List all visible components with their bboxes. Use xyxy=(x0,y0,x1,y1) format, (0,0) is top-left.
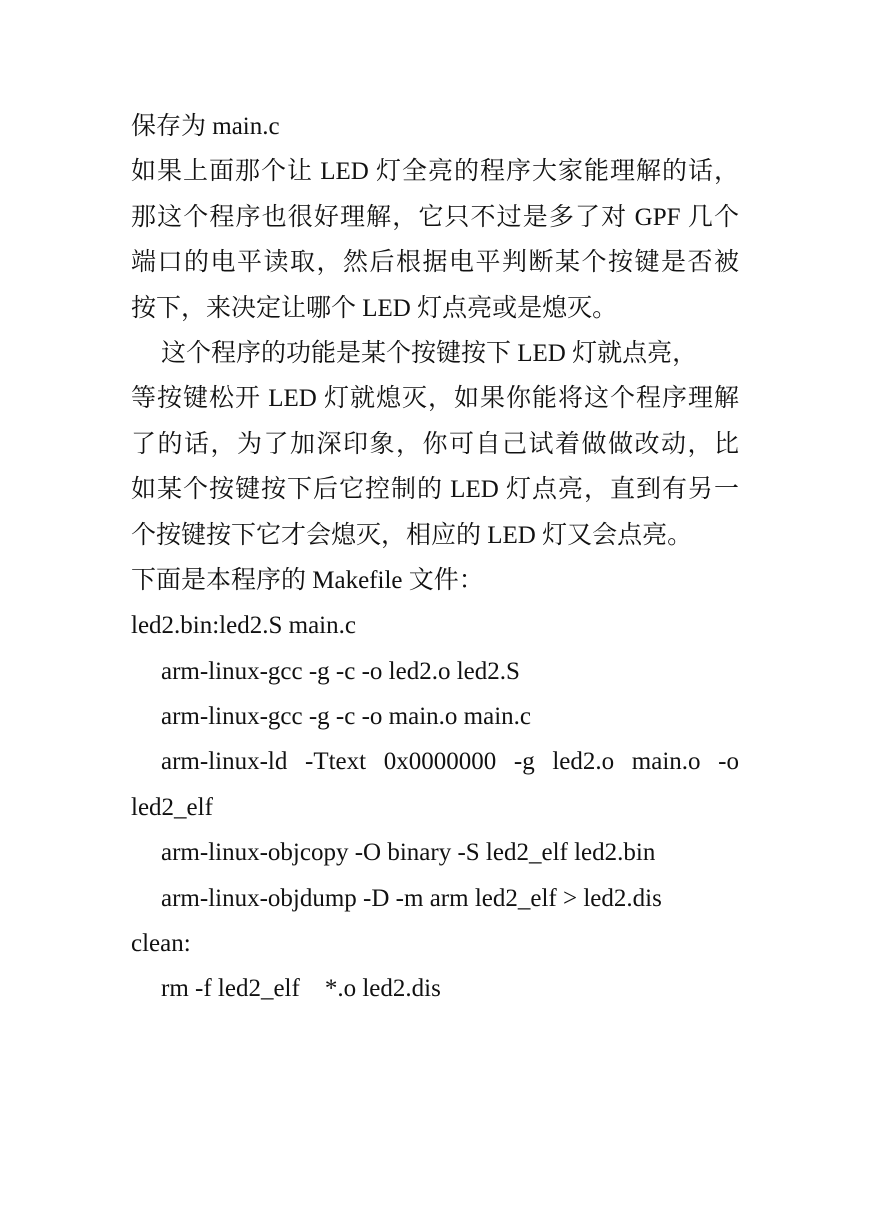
text-line: 这个程序的功能是某个按键按下 LED 灯就点亮， xyxy=(161,339,698,367)
code-line: arm-linux-objcopy -O binary -S led2_elf led2.bin xyxy=(161,839,656,867)
code-line: led2.bin:led2.S main.c xyxy=(131,612,356,640)
text-line: 等按键松开 LED 灯就熄灭，如果你能将这个程序理解 xyxy=(131,385,739,413)
text-line: 保存为 main.c xyxy=(131,113,280,140)
document-body xyxy=(131,104,739,1012)
code-line: arm-linux-gcc -g -c -o led2.o led2.S xyxy=(161,657,520,685)
code-line: arm-linux-objdump -D -m arm led2_elf > led2.dis xyxy=(161,884,662,912)
text-line: 按下，来决定让哪个 LED 灯点亮或是熄灭。 xyxy=(131,294,618,322)
text-line: 个按键按下它才会熄灭，相应的 LED 灯又会点亮。 xyxy=(131,521,693,549)
code-line: led2_elf xyxy=(131,793,213,821)
text-line: 那这个程序也很好理解，它只不过是多了对 GPF 几个 xyxy=(131,203,739,231)
code-line: rm -f led2_elf *.o led2.dis xyxy=(161,975,441,1003)
text-line: 了的话，为了加深印象，你可自己试着做做改动，比 xyxy=(131,430,739,458)
code-line: arm-linux-gcc -g -c -o main.o main.c xyxy=(161,703,531,731)
code-line: clean: xyxy=(131,930,191,958)
text-line: 下面是本程序的 Makefile 文件： xyxy=(131,566,484,594)
text-line: 端口的电平读取，然后根据电平判断某个按键是否被 xyxy=(131,249,739,277)
text-line: 如某个按键按下后它控制的 LED 灯点亮，直到有另一 xyxy=(131,476,739,504)
code-line: arm-linux-ld -Ttext 0x0000000 -g led2.o main.o -o xyxy=(161,748,739,776)
text-line: 如果上面那个让 LED 灯全亮的程序大家能理解的话， xyxy=(131,158,739,186)
